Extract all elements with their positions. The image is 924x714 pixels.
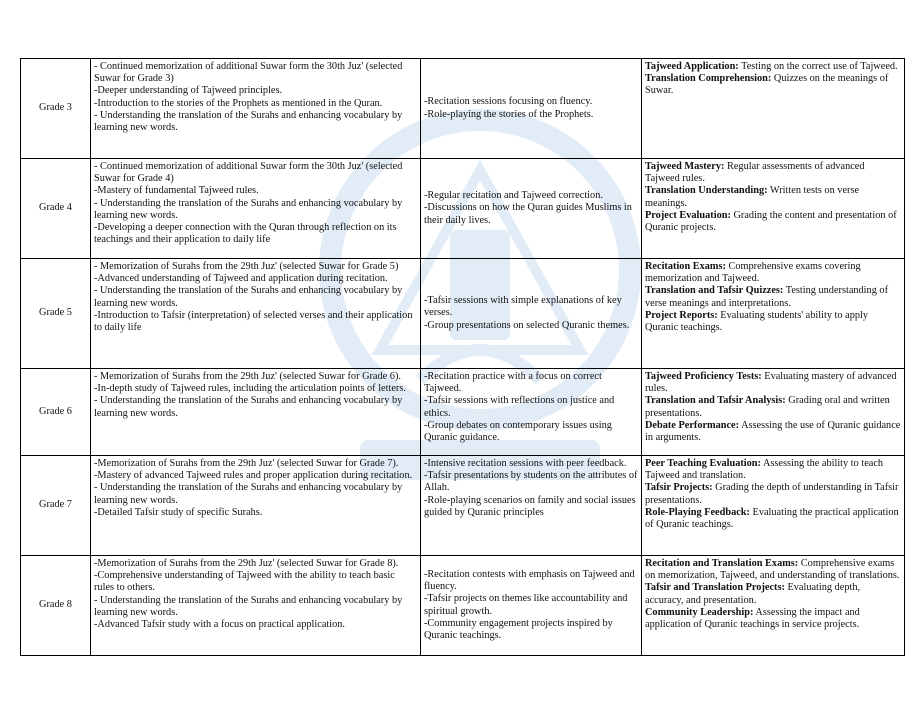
activity-item: -Group debates on contemporary issues using Quranic guidance. — [424, 419, 612, 444]
assessment-text: Evaluating depth, accuracy, and presentation. — [645, 582, 861, 606]
objective-item: -Detailed Tafsir study of specific Surahs. — [94, 506, 263, 518]
activity-item: -Group presentations on selected Quranic themes. — [424, 319, 630, 331]
assessment-title: Role-Playing Feedback: — [645, 506, 750, 518]
objectives-cell — [91, 159, 421, 259]
assessment-title: Community Leadership: — [645, 606, 754, 618]
assessment-item — [645, 310, 901, 334]
assessment-text: Testing understanding of verse meanings and interpretations. — [645, 285, 888, 309]
objectives-cell — [91, 259, 421, 369]
objective-item: -In-depth study of Tajweed rules, including the articulation points of letters. — [94, 383, 406, 395]
curriculum-table — [20, 58, 905, 656]
objective-item: -Advanced understanding of Tajweed and application during recitation. — [94, 273, 388, 285]
assessment-title: Tafsir Projects: — [645, 482, 713, 494]
activity-item: -Recitation contests with emphasis on Tajweed and fluency. — [424, 568, 635, 593]
assessment-text: Evaluating students' ability to apply Quranic teachings. — [645, 309, 868, 334]
assessment-text: Assessing the impact and application of Quranic teachings in service projects. — [645, 606, 860, 631]
objectives-cell — [91, 456, 421, 556]
activities-cell — [421, 456, 642, 556]
activity-item: -Regular recitation and Tajweed correction. — [424, 190, 603, 202]
grade-cell: Grade 5 — [21, 259, 91, 369]
objective-item: -Comprehensive understanding of Tajweed with the ability to teach basic rules to others. — [94, 570, 395, 594]
assessment-item — [645, 507, 901, 531]
assessment-title: Tajweed Proficiency Tests: — [645, 371, 762, 382]
assessments-cell — [642, 59, 905, 159]
assessment-title: Project Reports: — [645, 309, 718, 321]
activities-cell — [421, 59, 642, 159]
assessment-title: Recitation and Translation Exams: — [645, 558, 799, 569]
assessment-title: Translation Comprehension: — [645, 73, 772, 85]
activity-item: -Tafsir sessions with simple explanations of key verses. — [424, 295, 622, 319]
assessment-title: Tajweed Mastery: — [645, 161, 725, 172]
objective-item: - Understanding the translation of the Surahs and enhancing vocabulary by learning new words. — [94, 285, 403, 309]
assessment-item — [645, 210, 901, 234]
assessment-text: Evaluating the practical application of Quranic teachings. — [645, 506, 899, 531]
assessment-text: Testing on the correct use of Tajweed. — [738, 61, 898, 72]
assessments-cell — [642, 159, 905, 259]
objective-item: -Memorization of Surahs from the 29th Juz' (selected Suwar for Grade 7). — [94, 458, 399, 469]
assessment-title: Tajweed Application: — [645, 61, 739, 72]
grade-cell: Grade 4 — [21, 159, 91, 259]
activity-item: -Discussions on how the Quran guides Muslims in their daily lives. — [424, 202, 632, 226]
assessment-text: Quizzes on the meanings of Suwar. — [645, 73, 889, 97]
objective-item: - Understanding the translation of the Surahs and enhancing vocabulary by learning new words. — [94, 197, 403, 221]
activity-item: -Tafsir projects on themes like accountability and spiritual growth. — [424, 593, 628, 617]
assessment-text: Comprehensive exams on memorization, Tajweed, and understanding of translations. — [645, 558, 900, 582]
assessment-title: Tafsir and Translation Projects: — [645, 582, 785, 594]
assessment-item — [645, 582, 901, 606]
table-row — [21, 159, 905, 259]
assessment-text: Grading the depth of understanding in Tafsir presentations. — [645, 482, 899, 506]
activity-item: -Tafsir sessions with reflections on justice and ethics. — [424, 395, 615, 419]
grade-cell: Grade 6 — [21, 369, 91, 456]
objectives-cell — [91, 59, 421, 159]
assessment-title: Translation Understanding: — [645, 185, 768, 197]
assessments-cell — [642, 556, 905, 656]
assessment-item — [645, 458, 901, 482]
assessment-text: Assessing the use of Quranic guidance in arguments. — [645, 419, 901, 444]
objective-item: - Understanding the translation of the Surahs and enhancing vocabulary by learning new words. — [94, 109, 403, 134]
activity-item: -Community engagement projects inspired by Quranic teachings. — [424, 617, 613, 641]
objective-item: - Memorization of Surahs from the 29th Juz' (selected Suwar for Grade 5) — [94, 261, 399, 272]
activity-item: -Role-playing the stories of the Prophets. — [424, 108, 594, 120]
objective-item: -Developing a deeper connection with the Quran through reflection on its teachings and their application to daily life — [94, 222, 397, 246]
objective-item: - Understanding the translation of the Surahs and enhancing vocabulary by learning new words. — [94, 594, 403, 618]
assessment-text: Regular assessments of advanced Tajweed rules. — [645, 161, 865, 185]
objective-item: -Advanced Tafsir study with a focus on practical application. — [94, 619, 345, 631]
assessment-item — [645, 161, 901, 185]
assessment-item — [645, 482, 901, 506]
assessment-title: Translation and Tafsir Analysis: — [645, 395, 786, 407]
grade-cell: Grade 3 — [21, 59, 91, 159]
assessment-title: Recitation Exams: — [645, 261, 726, 272]
objective-item: - Understanding the translation of the Surahs and enhancing vocabulary by learning new words. — [94, 395, 403, 419]
objectives-cell — [91, 556, 421, 656]
objective-item: - Continued memorization of additional Suwar form the 30th Juz' (selected Suwar for Grade 4) — [94, 161, 403, 185]
assessment-text: Evaluating mastery of advanced rules. — [645, 371, 897, 395]
assessment-item — [645, 558, 901, 582]
table-row — [21, 259, 905, 369]
activity-item: -Tafsir presentations by students on the attributes of Allah. — [424, 470, 638, 494]
grade-cell: Grade 8 — [21, 556, 91, 656]
activity-item: -Recitation practice with a focus on correct Tajweed. — [424, 371, 602, 395]
activity-item: -Role-playing scenarios on family and social issues guided by Quranic principles — [424, 494, 636, 518]
table-row — [21, 369, 905, 456]
table-row — [21, 456, 905, 556]
objective-item: - Memorization of Surahs from the 29th Juz' (selected Suwar for Grade 6). — [94, 371, 401, 382]
activities-cell — [421, 259, 642, 369]
activities-cell — [421, 159, 642, 259]
assessments-cell — [642, 259, 905, 369]
assessment-item — [645, 371, 901, 395]
assessment-item — [645, 607, 901, 631]
objective-item: -Mastery of fundamental Tajweed rules. — [94, 185, 259, 197]
assessment-item — [645, 285, 901, 309]
assessment-text: Written tests on verse meanings. — [645, 185, 860, 209]
grade-cell: Grade 7 — [21, 456, 91, 556]
assessments-cell — [642, 456, 905, 556]
assessment-text: Assessing the ability to teach Tajweed and translation. — [645, 458, 884, 482]
objective-item: -Introduction to the stories of the Prophets as mentioned in the Quran. — [94, 97, 383, 109]
activity-item: -Recitation sessions focusing on fluency. — [424, 96, 593, 108]
objective-item: -Introduction to Tafsir (interpretation) of selected verses and their application to daily life — [94, 309, 413, 334]
assessment-text: Comprehensive exams covering memorization and Tajweed. — [645, 261, 861, 285]
assessment-title: Translation and Tafsir Quizzes: — [645, 285, 784, 297]
objective-item: -Mastery of advanced Tajweed rules and proper application during recitation. — [94, 470, 413, 482]
assessment-text: Grading the content and presentation of Quranic projects. — [645, 209, 897, 234]
assessment-title: Project Evaluation: — [645, 209, 731, 221]
objective-item: - Understanding the translation of the Surahs and enhancing vocabulary by learning new words. — [94, 482, 403, 506]
assessment-title: Debate Performance: — [645, 419, 740, 431]
assessment-item — [645, 395, 901, 419]
assessment-item — [645, 61, 901, 73]
objective-item: - Continued memorization of additional Suwar form the 30th Juz' (selected Suwar for Grade 3) — [94, 61, 403, 85]
table-row — [21, 59, 905, 159]
assessment-title: Peer Teaching Evaluation: — [645, 458, 761, 469]
assessments-cell — [642, 369, 905, 456]
assessment-item — [645, 420, 901, 444]
table-row — [21, 556, 905, 656]
assessment-text: Grading oral and written presentations. — [645, 395, 890, 419]
assessment-item — [645, 261, 901, 285]
objective-item: -Memorization of Surahs from the 29th Juz' (selected Suwar for Grade 8). — [94, 558, 399, 569]
activities-cell — [421, 556, 642, 656]
assessment-item — [645, 185, 901, 209]
assessment-item — [645, 73, 901, 97]
objectives-cell — [91, 369, 421, 456]
objective-item: -Deeper understanding of Tajweed principles. — [94, 85, 283, 97]
activities-cell — [421, 369, 642, 456]
activity-item: -Intensive recitation sessions with peer feedback. — [424, 458, 627, 469]
